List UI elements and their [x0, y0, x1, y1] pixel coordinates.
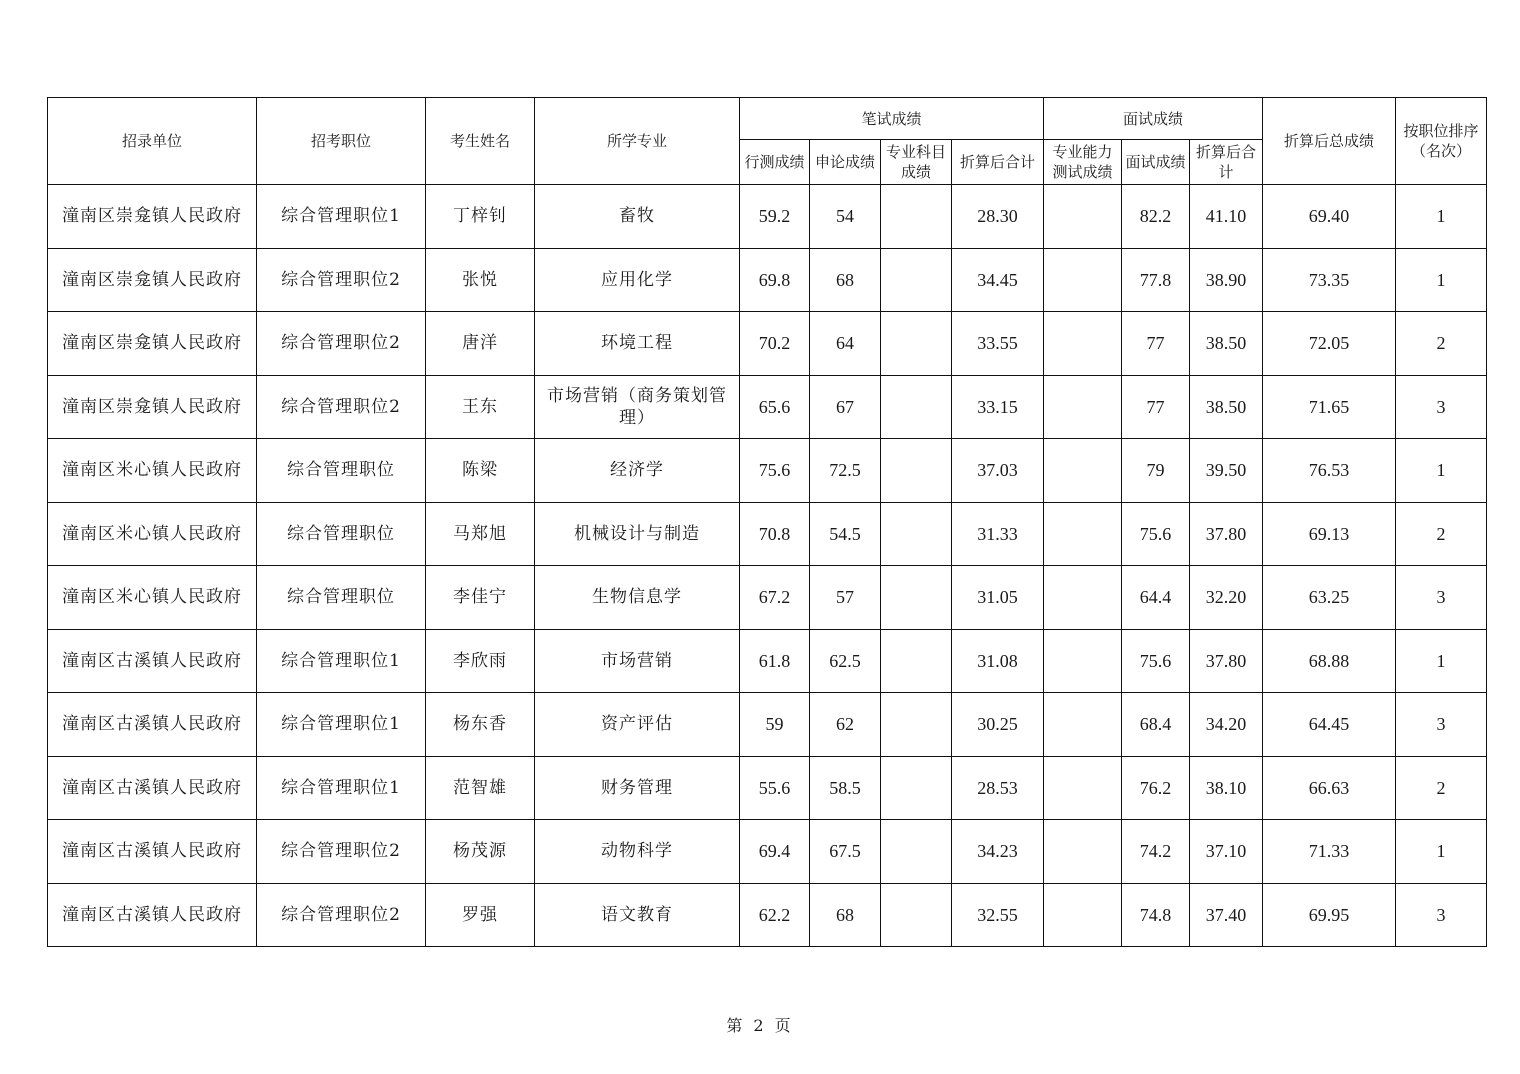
- cell-name: 李佳宁: [426, 566, 535, 630]
- cell-major: 财务管理: [535, 756, 740, 820]
- cell-name: 马郑旭: [426, 502, 535, 566]
- header-interview: 面试成绩: [1122, 140, 1190, 185]
- cell-xingce: 62.2: [740, 883, 810, 947]
- cell-rank: 3: [1396, 566, 1487, 630]
- cell-major: 经济学: [535, 439, 740, 503]
- cell-name: 范智雄: [426, 756, 535, 820]
- cell-interview: 77: [1122, 375, 1190, 439]
- cell-major: 资产评估: [535, 693, 740, 757]
- table-row: [48, 375, 1487, 439]
- cell-unit: 潼南区米心镇人民政府: [48, 502, 257, 566]
- cell-rank: 3: [1396, 693, 1487, 757]
- table-row: [48, 820, 1487, 884]
- cell-interview-total: 32.20: [1190, 566, 1263, 630]
- cell-shenlun: 67.5: [810, 820, 881, 884]
- cell-written-total: 33.55: [952, 312, 1044, 376]
- cell-unit: 潼南区古溪镇人民政府: [48, 629, 257, 693]
- cell-unit: 潼南区米心镇人民政府: [48, 566, 257, 630]
- cell-zhuanye: [881, 566, 952, 630]
- cell-interview: 76.2: [1122, 756, 1190, 820]
- cell-position: 综合管理职位: [257, 566, 426, 630]
- cell-shenlun: 62.5: [810, 629, 881, 693]
- cell-rank: 1: [1396, 629, 1487, 693]
- cell-name: 陈梁: [426, 439, 535, 503]
- cell-final-total: 72.05: [1263, 312, 1396, 376]
- cell-interview-total: 38.50: [1190, 375, 1263, 439]
- cell-zhuanye: [881, 502, 952, 566]
- cell-unit: 潼南区古溪镇人民政府: [48, 820, 257, 884]
- cell-zhuanye: [881, 629, 952, 693]
- cell-interview: 68.4: [1122, 693, 1190, 757]
- cell-final-total: 71.33: [1263, 820, 1396, 884]
- cell-rank: 1: [1396, 185, 1487, 249]
- header-final-total: 折算后总成绩: [1263, 98, 1396, 185]
- cell-written-total: 31.08: [952, 629, 1044, 693]
- cell-name: 杨东香: [426, 693, 535, 757]
- cell-unit: 潼南区崇龛镇人民政府: [48, 375, 257, 439]
- cell-interview: 64.4: [1122, 566, 1190, 630]
- cell-zhuanye: [881, 439, 952, 503]
- cell-xingce: 65.6: [740, 375, 810, 439]
- cell-interview: 82.2: [1122, 185, 1190, 249]
- cell-xingce: 61.8: [740, 629, 810, 693]
- score-table: [47, 97, 1487, 947]
- cell-interview-total: 37.10: [1190, 820, 1263, 884]
- cell-final-total: 64.45: [1263, 693, 1396, 757]
- cell-rank: 2: [1396, 312, 1487, 376]
- cell-zhuanye: [881, 883, 952, 947]
- cell-name: 李欣雨: [426, 629, 535, 693]
- header-shenlun: 申论成绩: [810, 140, 881, 185]
- header-interview-total: 折算后合计: [1190, 140, 1263, 185]
- cell-ability: [1044, 629, 1122, 693]
- cell-major: 语文教育: [535, 883, 740, 947]
- cell-shenlun: 62: [810, 693, 881, 757]
- cell-position: 综合管理职位2: [257, 312, 426, 376]
- cell-zhuanye: [881, 185, 952, 249]
- cell-interview-total: 34.20: [1190, 693, 1263, 757]
- cell-interview-total: 37.80: [1190, 502, 1263, 566]
- cell-final-total: 69.95: [1263, 883, 1396, 947]
- cell-name: 唐洋: [426, 312, 535, 376]
- cell-ability: [1044, 883, 1122, 947]
- cell-unit: 潼南区崇龛镇人民政府: [48, 185, 257, 249]
- cell-major: 畜牧: [535, 185, 740, 249]
- cell-name: 丁梓钊: [426, 185, 535, 249]
- header-xingce: 行测成绩: [740, 140, 810, 185]
- cell-shenlun: 67: [810, 375, 881, 439]
- cell-major: 动物科学: [535, 820, 740, 884]
- cell-shenlun: 68: [810, 248, 881, 312]
- cell-position: 综合管理职位2: [257, 248, 426, 312]
- cell-xingce: 70.8: [740, 502, 810, 566]
- cell-final-total: 68.88: [1263, 629, 1396, 693]
- cell-rank: 3: [1396, 883, 1487, 947]
- cell-ability: [1044, 566, 1122, 630]
- cell-major: 应用化学: [535, 248, 740, 312]
- cell-zhuanye: [881, 820, 952, 884]
- cell-interview-total: 41.10: [1190, 185, 1263, 249]
- cell-zhuanye: [881, 248, 952, 312]
- cell-rank: 1: [1396, 248, 1487, 312]
- cell-written-total: 28.53: [952, 756, 1044, 820]
- cell-written-total: 37.03: [952, 439, 1044, 503]
- table-row: [48, 566, 1487, 630]
- cell-shenlun: 57: [810, 566, 881, 630]
- cell-xingce: 69.4: [740, 820, 810, 884]
- table-row: [48, 248, 1487, 312]
- cell-interview-total: 38.50: [1190, 312, 1263, 376]
- cell-major: 生物信息学: [535, 566, 740, 630]
- cell-position: 综合管理职位: [257, 439, 426, 503]
- cell-ability: [1044, 756, 1122, 820]
- cell-major: 市场营销（商务策划管理）: [535, 375, 740, 439]
- cell-position: 综合管理职位1: [257, 185, 426, 249]
- header-name: 考生姓名: [426, 98, 535, 185]
- table-row: [48, 439, 1487, 503]
- cell-position: 综合管理职位2: [257, 375, 426, 439]
- table-row: [48, 185, 1487, 249]
- header-unit: 招录单位: [48, 98, 257, 185]
- cell-xingce: 59: [740, 693, 810, 757]
- cell-xingce: 70.2: [740, 312, 810, 376]
- cell-written-total: 32.55: [952, 883, 1044, 947]
- cell-final-total: 76.53: [1263, 439, 1396, 503]
- cell-ability: [1044, 693, 1122, 757]
- cell-rank: 3: [1396, 375, 1487, 439]
- table-row: [48, 756, 1487, 820]
- header-written-group: 笔试成绩: [740, 98, 1044, 140]
- cell-interview-total: 39.50: [1190, 439, 1263, 503]
- cell-shenlun: 68: [810, 883, 881, 947]
- cell-written-total: 31.05: [952, 566, 1044, 630]
- cell-zhuanye: [881, 312, 952, 376]
- cell-xingce: 59.2: [740, 185, 810, 249]
- cell-written-total: 34.23: [952, 820, 1044, 884]
- cell-ability: [1044, 312, 1122, 376]
- cell-shenlun: 72.5: [810, 439, 881, 503]
- cell-rank: 1: [1396, 820, 1487, 884]
- cell-zhuanye: [881, 756, 952, 820]
- header-interview-group: 面试成绩: [1044, 98, 1263, 140]
- cell-ability: [1044, 820, 1122, 884]
- cell-interview-total: 37.40: [1190, 883, 1263, 947]
- cell-interview-total: 38.10: [1190, 756, 1263, 820]
- table-row: [48, 502, 1487, 566]
- cell-ability: [1044, 502, 1122, 566]
- cell-final-total: 69.40: [1263, 185, 1396, 249]
- table-row: [48, 629, 1487, 693]
- table-row: [48, 693, 1487, 757]
- cell-interview: 75.6: [1122, 502, 1190, 566]
- header-rank: 按职位排序（名次）: [1396, 98, 1487, 185]
- cell-major: 市场营销: [535, 629, 740, 693]
- cell-interview-total: 37.80: [1190, 629, 1263, 693]
- cell-position: 综合管理职位: [257, 502, 426, 566]
- cell-xingce: 69.8: [740, 248, 810, 312]
- cell-interview: 77.8: [1122, 248, 1190, 312]
- cell-position: 综合管理职位1: [257, 756, 426, 820]
- cell-position: 综合管理职位1: [257, 693, 426, 757]
- cell-unit: 潼南区崇龛镇人民政府: [48, 248, 257, 312]
- cell-interview: 77: [1122, 312, 1190, 376]
- cell-unit: 潼南区古溪镇人民政府: [48, 693, 257, 757]
- cell-final-total: 69.13: [1263, 502, 1396, 566]
- cell-zhuanye: [881, 375, 952, 439]
- header-position: 招考职位: [257, 98, 426, 185]
- cell-unit: 潼南区崇龛镇人民政府: [48, 312, 257, 376]
- header-written-total: 折算后合计: [952, 140, 1044, 185]
- cell-xingce: 67.2: [740, 566, 810, 630]
- cell-interview: 79: [1122, 439, 1190, 503]
- cell-final-total: 63.25: [1263, 566, 1396, 630]
- header-major: 所学专业: [535, 98, 740, 185]
- header-zhuanye: 专业科目成绩: [881, 140, 952, 185]
- cell-ability: [1044, 439, 1122, 503]
- table-header: [48, 98, 1487, 185]
- cell-zhuanye: [881, 693, 952, 757]
- cell-written-total: 34.45: [952, 248, 1044, 312]
- cell-ability: [1044, 185, 1122, 249]
- cell-unit: 潼南区古溪镇人民政府: [48, 756, 257, 820]
- cell-name: 罗强: [426, 883, 535, 947]
- table-row: [48, 312, 1487, 376]
- cell-shenlun: 54.5: [810, 502, 881, 566]
- table-body: [48, 185, 1487, 947]
- cell-interview: 74.2: [1122, 820, 1190, 884]
- cell-ability: [1044, 375, 1122, 439]
- cell-shenlun: 58.5: [810, 756, 881, 820]
- cell-written-total: 28.30: [952, 185, 1044, 249]
- cell-written-total: 30.25: [952, 693, 1044, 757]
- cell-name: 张悦: [426, 248, 535, 312]
- cell-unit: 潼南区米心镇人民政府: [48, 439, 257, 503]
- cell-interview: 75.6: [1122, 629, 1190, 693]
- table-row: [48, 883, 1487, 947]
- cell-name: 杨茂源: [426, 820, 535, 884]
- cell-major: 环境工程: [535, 312, 740, 376]
- cell-final-total: 71.65: [1263, 375, 1396, 439]
- cell-rank: 1: [1396, 439, 1487, 503]
- cell-final-total: 73.35: [1263, 248, 1396, 312]
- cell-written-total: 31.33: [952, 502, 1044, 566]
- cell-shenlun: 64: [810, 312, 881, 376]
- cell-written-total: 33.15: [952, 375, 1044, 439]
- header-ability: 专业能力测试成绩: [1044, 140, 1122, 185]
- cell-ability: [1044, 248, 1122, 312]
- cell-interview-total: 38.90: [1190, 248, 1263, 312]
- cell-interview: 74.8: [1122, 883, 1190, 947]
- cell-unit: 潼南区古溪镇人民政府: [48, 883, 257, 947]
- cell-xingce: 75.6: [740, 439, 810, 503]
- cell-final-total: 66.63: [1263, 756, 1396, 820]
- cell-rank: 2: [1396, 756, 1487, 820]
- page-number: 第 2 页: [726, 1016, 794, 1035]
- cell-rank: 2: [1396, 502, 1487, 566]
- cell-position: 综合管理职位2: [257, 820, 426, 884]
- cell-shenlun: 54: [810, 185, 881, 249]
- cell-name: 王东: [426, 375, 535, 439]
- cell-position: 综合管理职位1: [257, 629, 426, 693]
- cell-xingce: 55.6: [740, 756, 810, 820]
- cell-position: 综合管理职位2: [257, 883, 426, 947]
- cell-major: 机械设计与制造: [535, 502, 740, 566]
